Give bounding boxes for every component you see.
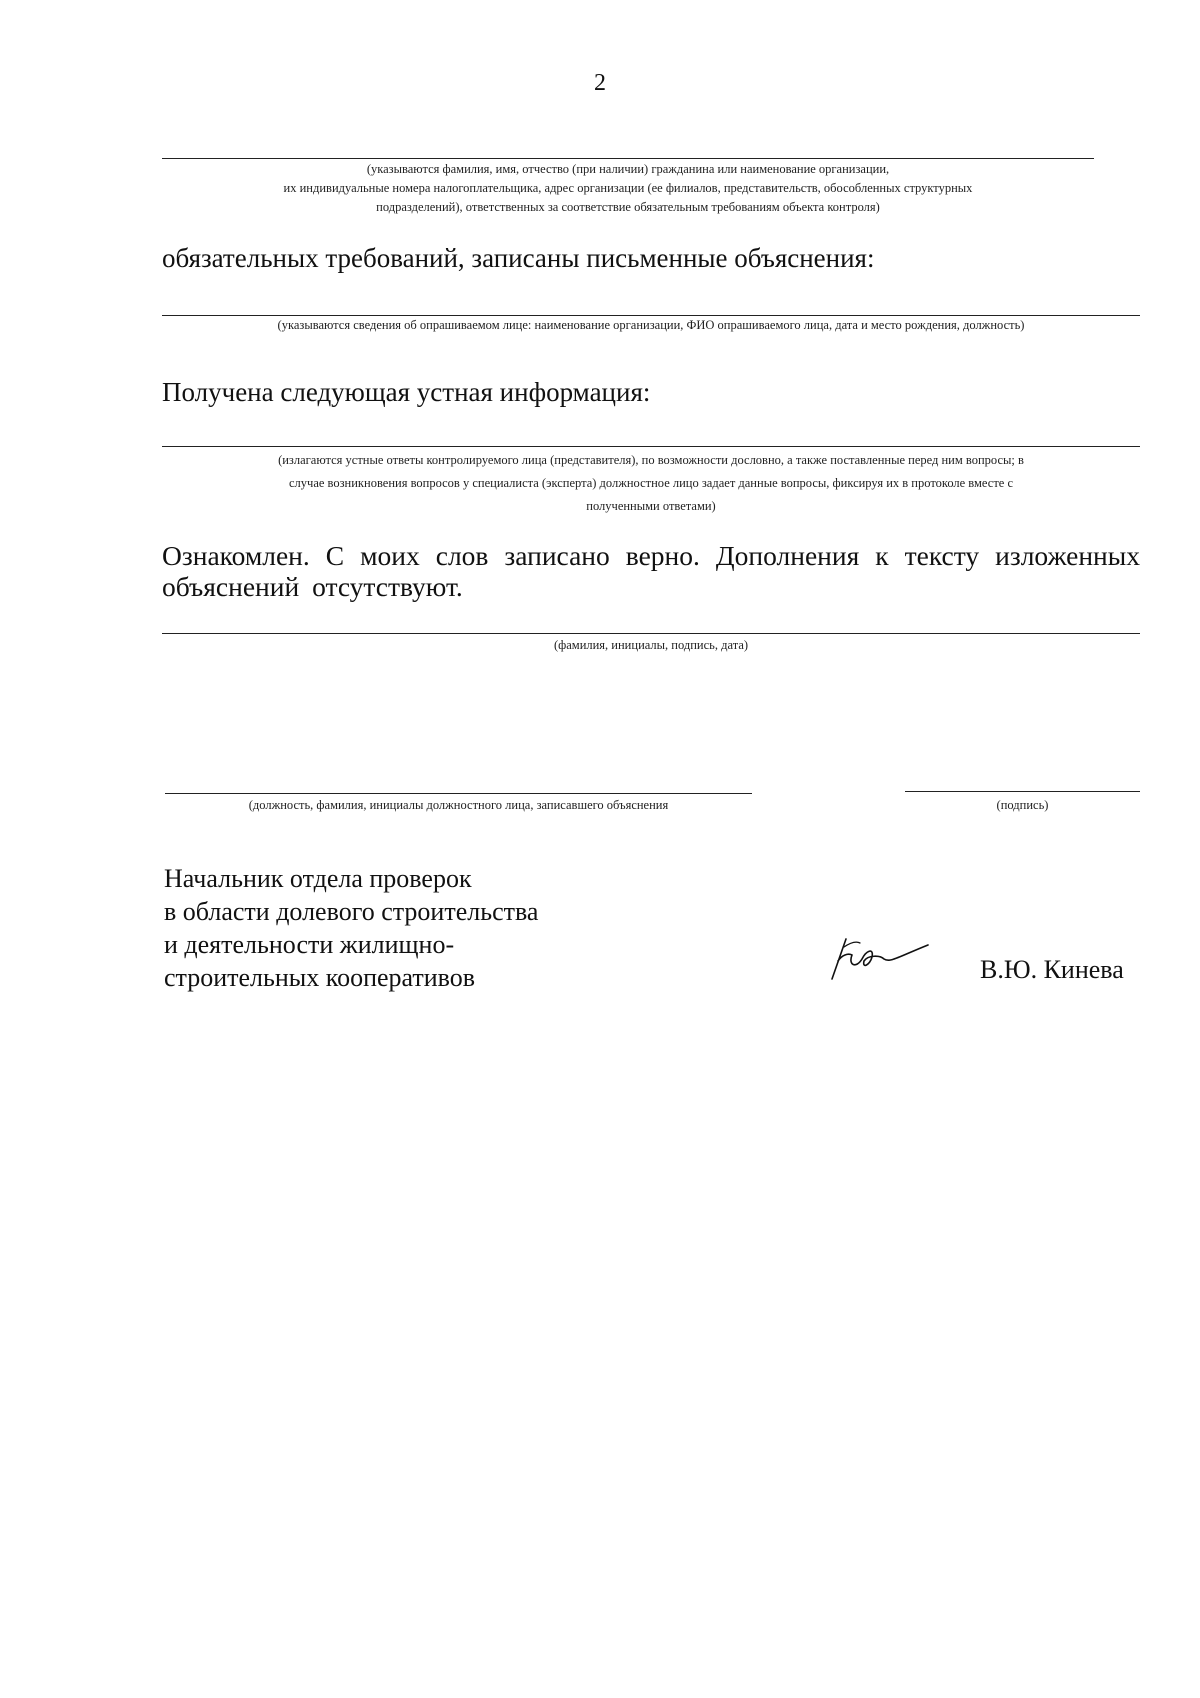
note-1 [162,160,1094,217]
note-3 [162,449,1140,518]
handwritten-signature [828,925,938,985]
position-line-3: и деятельности жилищно- [164,930,455,959]
official-position [164,862,538,994]
note-2: (указываются сведения об опрашиваемом лице: наименование организации, ФИО опрашиваемого лица, дата и место рождения, должность) [277,318,1025,332]
underline-3 [162,446,1140,447]
note-3-line-2: случае возникновения вопросов у специалиста (эксперта) должностное лицо задает данные вопросы, фиксируя их в протоколе вместе с [289,476,1013,490]
note-1-line-3: подразделений), ответственных за соответствие обязательным требованиям объекта контроля) [376,200,880,214]
note-4: (фамилия, инициалы, подпись, дата) [553,638,749,652]
underline-1 [162,158,1094,159]
note-1-line-1: (указываются фамилия, имя, отчество (при наличии) гражданина или наименование организации, [366,162,890,176]
underline-4 [162,633,1140,634]
heading-written-explanations: обязательных требований, записаны письменные объяснения: [162,243,875,273]
note-3-line-1: (излагаются устные ответы контролируемого лица (представителя), по возможности дословно, а также поставленные перед ним вопросы; в [278,453,1024,467]
heading-oral-information: Получена следующая устная информация: [162,377,651,407]
note-3-line-3: полученными ответами) [586,499,716,513]
position-line-2: в области долевого строительства [164,897,539,926]
acknowledgement-text: Ознакомлен. С моих слов записано верно. Дополнения к тексту изложенных объяснений отсутствуют. [162,540,1140,602]
note-1-line-2: их индивидуальные номера налогоплательщика, адрес организации (ее филиалов, представительств, обособленных структурных [283,181,973,195]
note-5: (должность, фамилия, инициалы должностного лица, записавшего объяснения [248,798,669,812]
signer-name: В.Ю. Кинева [980,955,1124,984]
note-6: (подпись) [996,798,1049,812]
position-line-1: Начальник отдела проверок [164,864,472,893]
underline-5 [165,793,752,794]
underline-6 [905,791,1140,792]
page-number: 2 [594,70,606,96]
position-line-4: строительных кооперативов [164,963,476,992]
